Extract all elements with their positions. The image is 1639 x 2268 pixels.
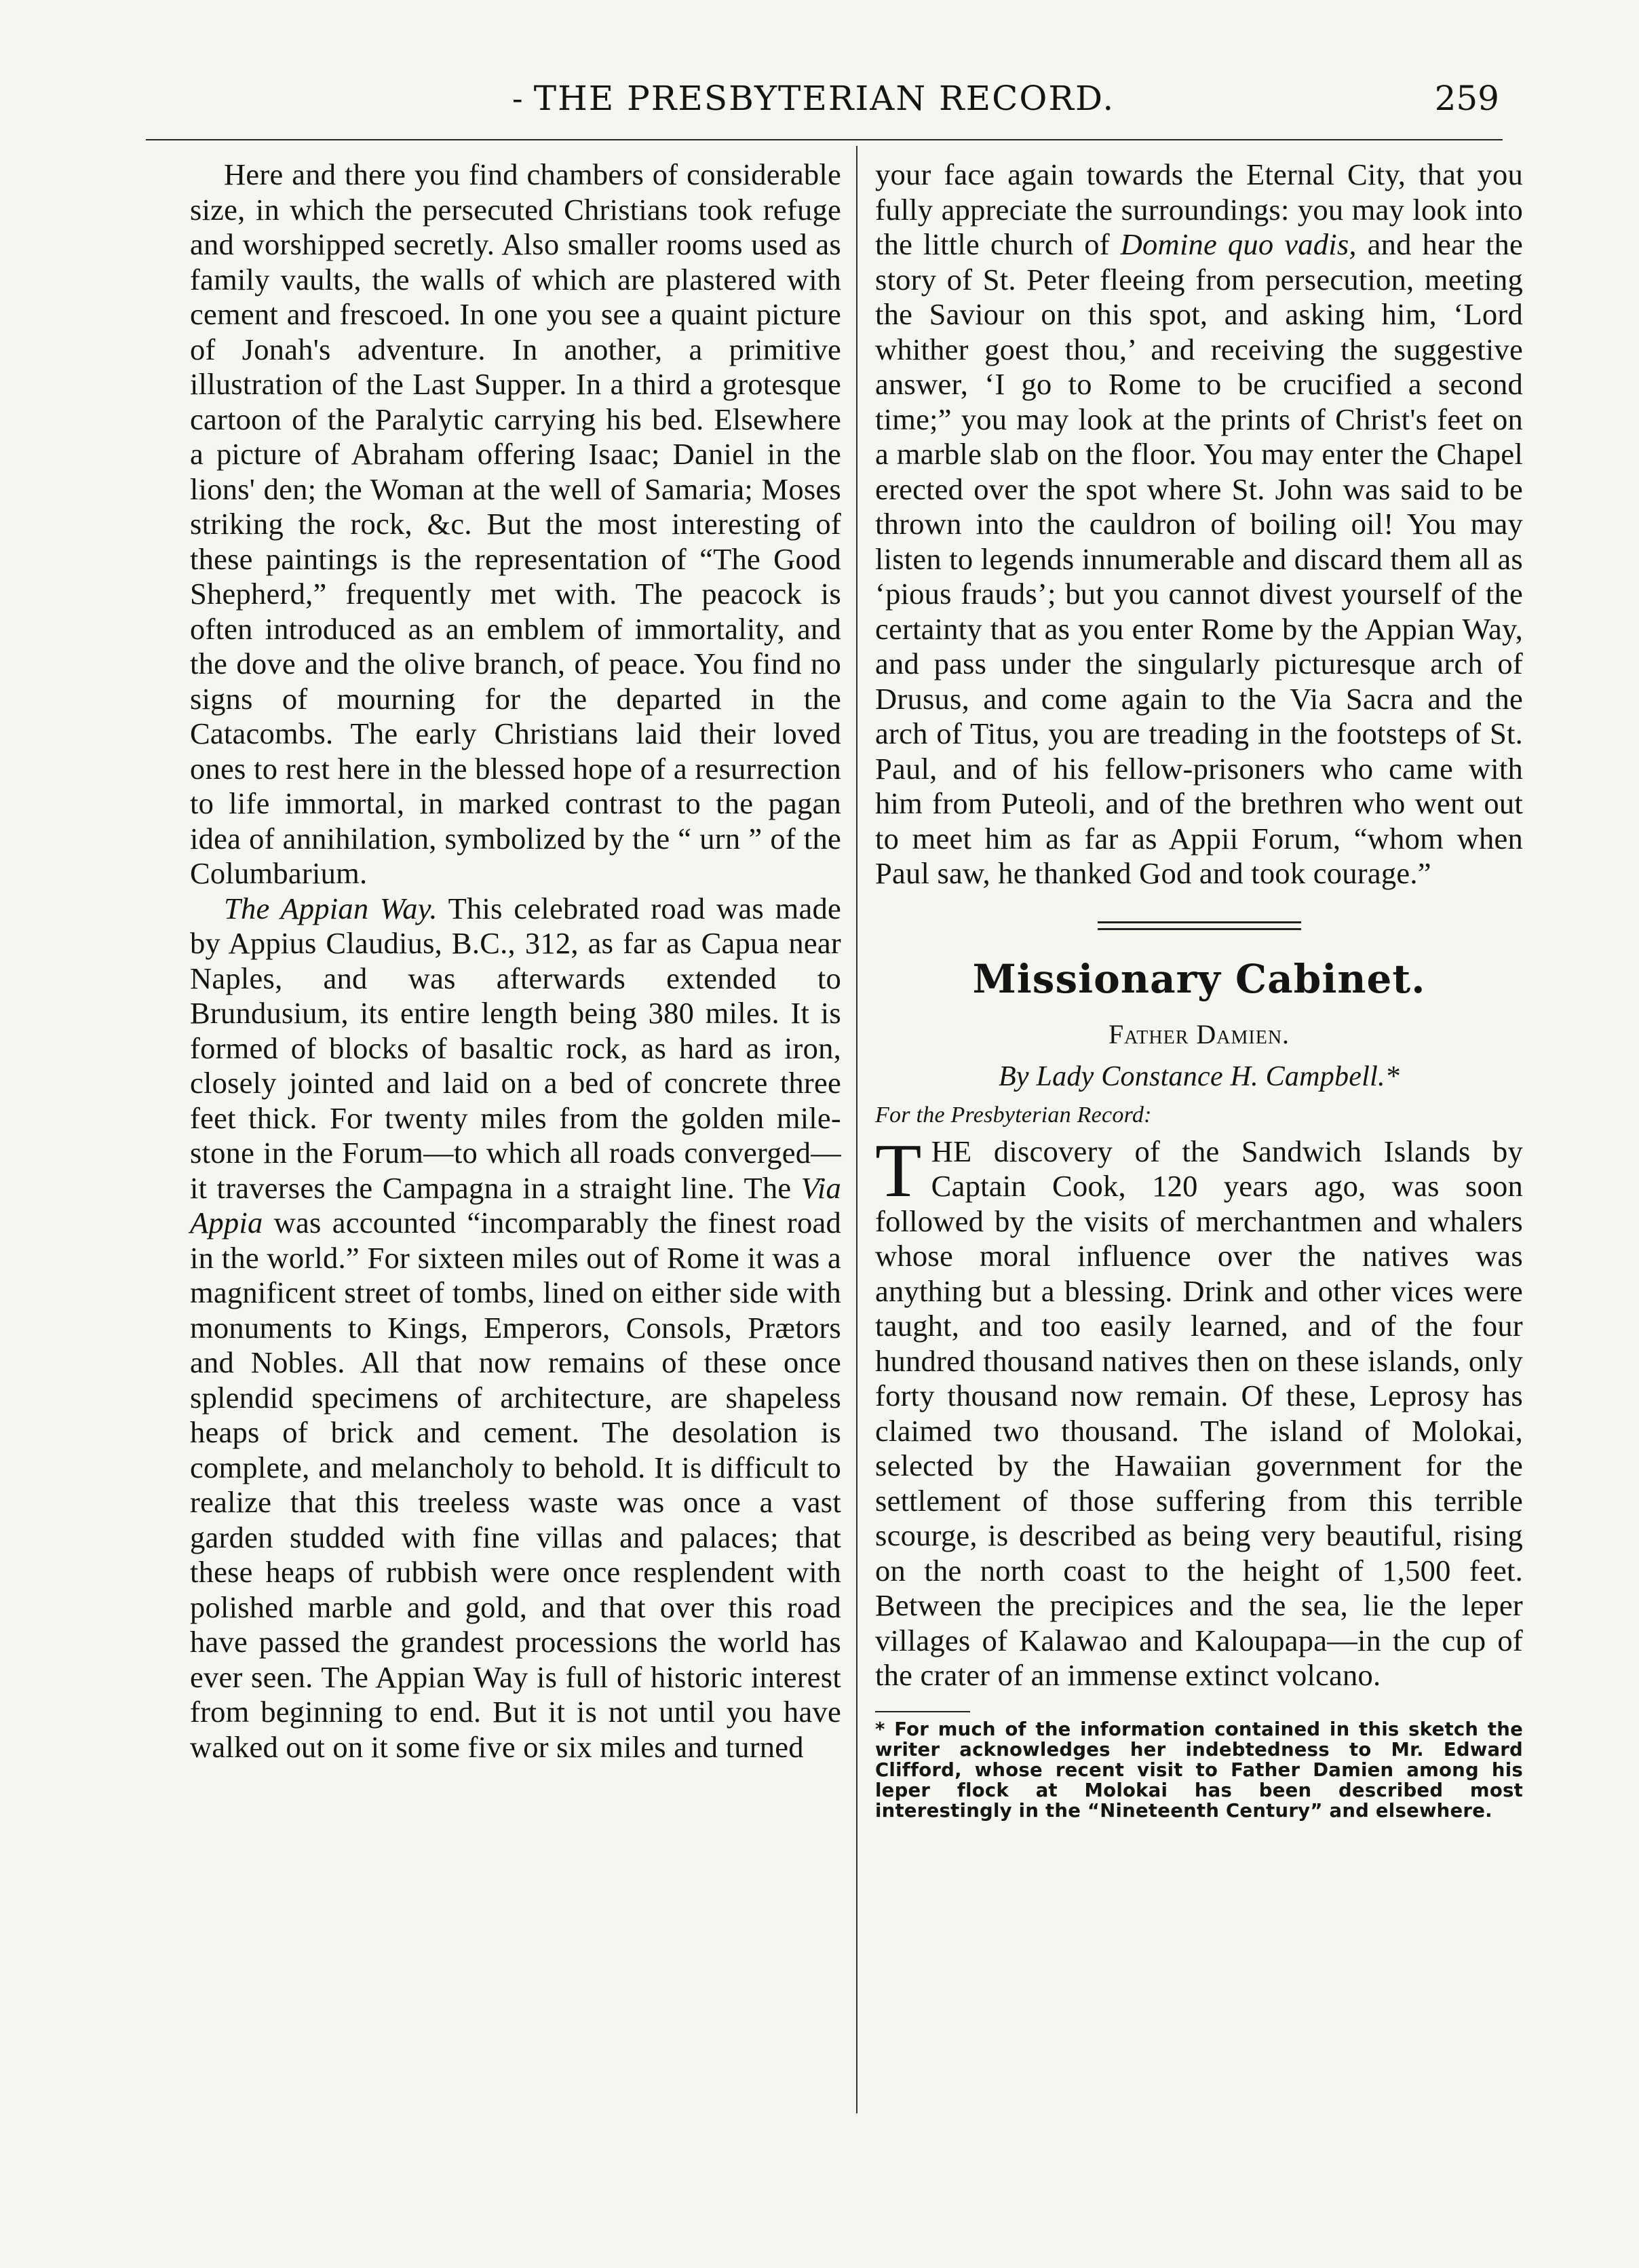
left-column — [190, 157, 841, 1765]
article-title: Father Damien. — [1108, 1018, 1290, 1050]
continued-text-rest: and hear the story of St. Peter fleeing from persecution, meeting the Saviour on this spot, and asking him, ‘Lord whither goest thou,’ and receiving the suggestive answer, ‘I go to Rome to be crucified a second time;” you may look at the prints of Christ's feet on a marble slab on the floor. You may enter the Chapel erected over the spot where St. John was said to be thrown into the cauldron of boiling oil! You may listen to legends innumerable and discard them all as ‘pious frauds’; but you cannot divest yourself of the certainty that as you enter Rome by the Appian Way, and pass under the singularly picturesque arch of Drusus, and come again to the Via Sacra and the arch of Titus, you are treading in the footsteps of St. Paul, and of his fellow-prisoners who came with him from Puteoli, and of the brethren who went out to meet him as far as Appii Forum, “whom when Paul saw, he thanked God and took courage.” — [875, 227, 1523, 890]
byline: By Lady Constance H. Campbell.* — [998, 1061, 1400, 1092]
header-rule — [146, 139, 1503, 140]
damien-text: HE discovery of the Sandwich Islands by Captain Cook, 120 years ago, was soon followed by the visits of merchantmen and whalers whose moral influence over the natives was anything but a blessing. Drink and other vices were taught, and too easily learned, and of the four hundred thousand natives then on these islands, only forty thousand now remain. Of these, Leprosy has claimed two thousand. The island of Molokai, selected by the Hawaiian government for the settlement of those suffering from this terrible scourge, is described as being very beautiful, rising on the north coast to the height of 1,500 feet. Between the precipices and the sea, lie the leper villages of Kalawao and Kaloupapa—in the cup of the crater of an immense extinct volcano. — [875, 1134, 1523, 1692]
page-number: 259 — [1434, 79, 1499, 118]
column-divider — [856, 146, 857, 2113]
appian-way-paragraph — [190, 891, 841, 1765]
continued-paragraph — [875, 157, 1523, 891]
page-header — [149, 75, 1499, 122]
source-line: For the Presbyterian Record: — [875, 1102, 1152, 1128]
footnote-rule — [875, 1711, 970, 1712]
separator-rule — [1098, 928, 1301, 930]
section-separator — [1098, 921, 1301, 930]
right-column — [875, 157, 1523, 1821]
catacombs-paragraph: Here and there you find chambers of considerable size, in which the persecuted Christians took refuge and worshipped secretly. Also smaller rooms used as family vaults, the walls of which are plastered with cement and frescoed. In one you see a quaint picture of Jonah's adventure. In another, a primitive illustration of the Last Supper. In a third a grotesque cartoon of the Paralytic carrying his bed. Elsewhere a picture of Abraham offering Isaac; Daniel in the lions' den; the Woman at the well of Samaria; Moses striking the rock, &c. But the most interesting of these paintings is the representation of “The Good Shepherd,” frequently met with. The peacock is often introduced as an emblem of immortality, and the dove and the olive branch, of peace. You find no signs of mourning for the departed in the Catacombs. The early Christians laid their loved ones to rest here in the blessed hope of a resurrection to life immortal, in marked contrast to the pagan idea of annihilation, symbolized by the “ urn ” of the Columbarium. — [190, 157, 841, 890]
separator-rule — [1098, 921, 1301, 923]
running-title: THE PRESBYTERIAN RECORD. — [533, 79, 1115, 118]
section-title: Missionary Cabinet. — [972, 955, 1426, 1002]
domine-quo-vadis-term: Domine quo vadis, — [1120, 227, 1357, 261]
appian-way-heading: The Appian Way. — [224, 891, 438, 925]
via-appia-term: Via Appia — [190, 1170, 841, 1239]
appian-way-text-continued: was accounted “incomparably the finest road in the world.” For sixteen miles out of Rome it was a magnificent street of tombs, lined on either side with monuments to Kings, Emperors, Consols, Prætors and Nobles. All that now remains of these once splendid specimens of architecture, are shapeless heaps of brick and cement. The desolation is complete, and melancholy to behold. It is difficult to realize that this treeless waste was once a vast garden studded with fine villas and palaces; that these heaps of rubbish were once resplendent with polished marble and gold, and that over this road have passed the grandest processions the world has ever seen. The Appian Way is full of historic interest from beginning to end. But it is not until you have walked out on it some five or six miles and turned — [190, 1206, 841, 1764]
damien-paragraph — [875, 1128, 1523, 1693]
appian-way-text: This celebrated road was made by Appius Claudius, B.C., 312, as far as Capua near Naples, and was afterwards extended to Brundusium, its entire length being 380 miles. It is formed of blocks of basaltic rock, as hard as iron, closely jointed and laid on a bed of concrete three feet thick. For twenty miles from the golden mile-stone in the Forum—to which all roads converged—it traverses the Campagna in a straight line. The — [190, 891, 841, 1205]
header-dash: - — [512, 80, 523, 117]
continued-text: your face again towards the Eternal City, that you fully appreciate the surroundings: you may look into the little church of — [875, 157, 1523, 261]
footnote: * For much of the information contained in this sketch the writer acknowledges her indebtedness to Mr. Edward Clifford, whose recent visit to Father Damien among his leper flock at Molokai has been described most interestingly in the “Nineteenth Century” and elsewhere. — [875, 1718, 1523, 1822]
drop-cap: T — [875, 1128, 922, 1213]
